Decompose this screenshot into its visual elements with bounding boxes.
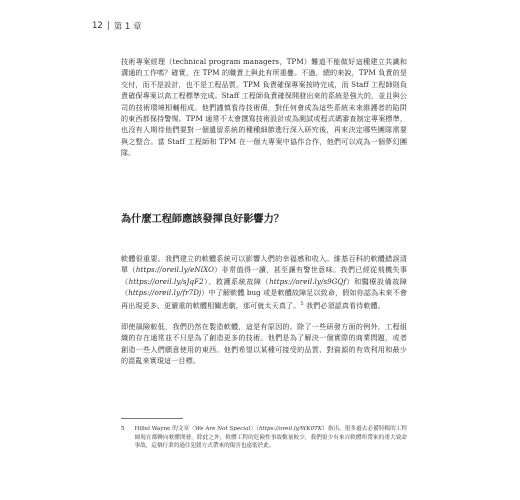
- footnote: [121, 425, 407, 451]
- page-number: 12: [92, 21, 103, 31]
- link-ambulance-failure[interactable]: https://oreil.ly/s9GQf: [269, 276, 347, 286]
- page-header: [92, 20, 142, 32]
- chapter-label: 第 1 章: [113, 22, 142, 32]
- footnote-number: 5: [121, 426, 125, 432]
- paragraph-business-goals: 即使風險較低，我們仍然在製造軟體，這是有原因的。除了一些研發方面的例外，工程組織的存在通常並不只是為了創造更多的技術。他們是為了解決一個實際的商業問題，或者創造一些人們願意使用的東西。他們希望以某種可接受的品質、對資源的有效利用和最少的混亂來實現這一目標。: [121, 322, 407, 366]
- footnote-divider: [121, 418, 183, 419]
- footnote-text: [135, 425, 407, 451]
- text-run: Hillel Wayne 的文章〈: [134, 426, 195, 432]
- paragraph-software-matters: [121, 253, 407, 311]
- section-heading: 為什麼工程師應該發揮良好影響力？: [121, 214, 284, 225]
- link-wikipedia-bugs[interactable]: https://oreil.ly/eNlXO: [135, 265, 214, 275]
- paragraph-tpm: 技術專案經理（technical program managers，TPM）難道不能做好這種建立共識和溝通的工作嗎？確實，在 TPM 的職責上與此有所重疊。不過，總的來說，TPM 負責的是交付，而不是設計，也不是工程品質。TPM 負責確保專案按時完成，而 Staff 工程師則負責確保專案以高工程標準完成。Staff 工程師負責確保開發出來的系統是強大的，並且與公司的技術環境相輔相成。他們謹慎看待技術債，對任何會成為這些系統未來維護者的陷阱的東西都保持警惕。TPM 通常不太會撰寫技術設計或為測試或程式碼審查制定專案標準，也沒有人期待他們要對一個遺留系統的種種細節進行深入研究後，再來決定哪些團隊需要與之整合。當 Staff 工程師和 TPM 在一個大專案中協作合作，他們可以成為一個夢幻團隊。: [121, 57, 407, 158]
- text-run: 軟體很重要。我們建立的軟體系統可以影響人們的幸福感和收入。維基百科的軟體錯誤清單（: [121, 254, 407, 275]
- header-separator: |: [106, 21, 110, 31]
- footnote-ref[interactable]: 5: [300, 300, 304, 307]
- text-run: 我們必須認真看待軟體。: [303, 300, 385, 310]
- footnote-article-title: We Are Not Special: [194, 426, 251, 432]
- text-run: ）中了解軟體 bug 或是軟體故障足以致命，假如你認為未來不會再出現更多、更嚴重的軟體相關悲劇，那可就太天真了。: [121, 288, 407, 310]
- text-run: ）、救護系統故障（: [203, 276, 270, 286]
- text-run: ）非常值得一讀，甚至讓有警世意味。我們已經從飛機失事（: [121, 265, 407, 286]
- link-footnote-article[interactable]: https://oreil.ly/WK0TK: [258, 426, 323, 432]
- link-medical-device[interactable]: https://oreil.ly/fr7Dj: [128, 288, 202, 298]
- text-run: ）和醫療設備故障（: [121, 276, 407, 298]
- link-plane-crash[interactable]: https://oreil.ly/sJqF2: [128, 276, 204, 286]
- text-run: ）指出，很多過去必備特輯的工程師現在都轉向軟體開發。除此之外，軟體工程的危險性事故數量較少，我們很少有來自軟體所帶來的重大致命事故，這個行業的過往犯錯方式帶來的傷害也遠低於此。: [134, 426, 407, 450]
- text-run: 〉（: [250, 426, 259, 432]
